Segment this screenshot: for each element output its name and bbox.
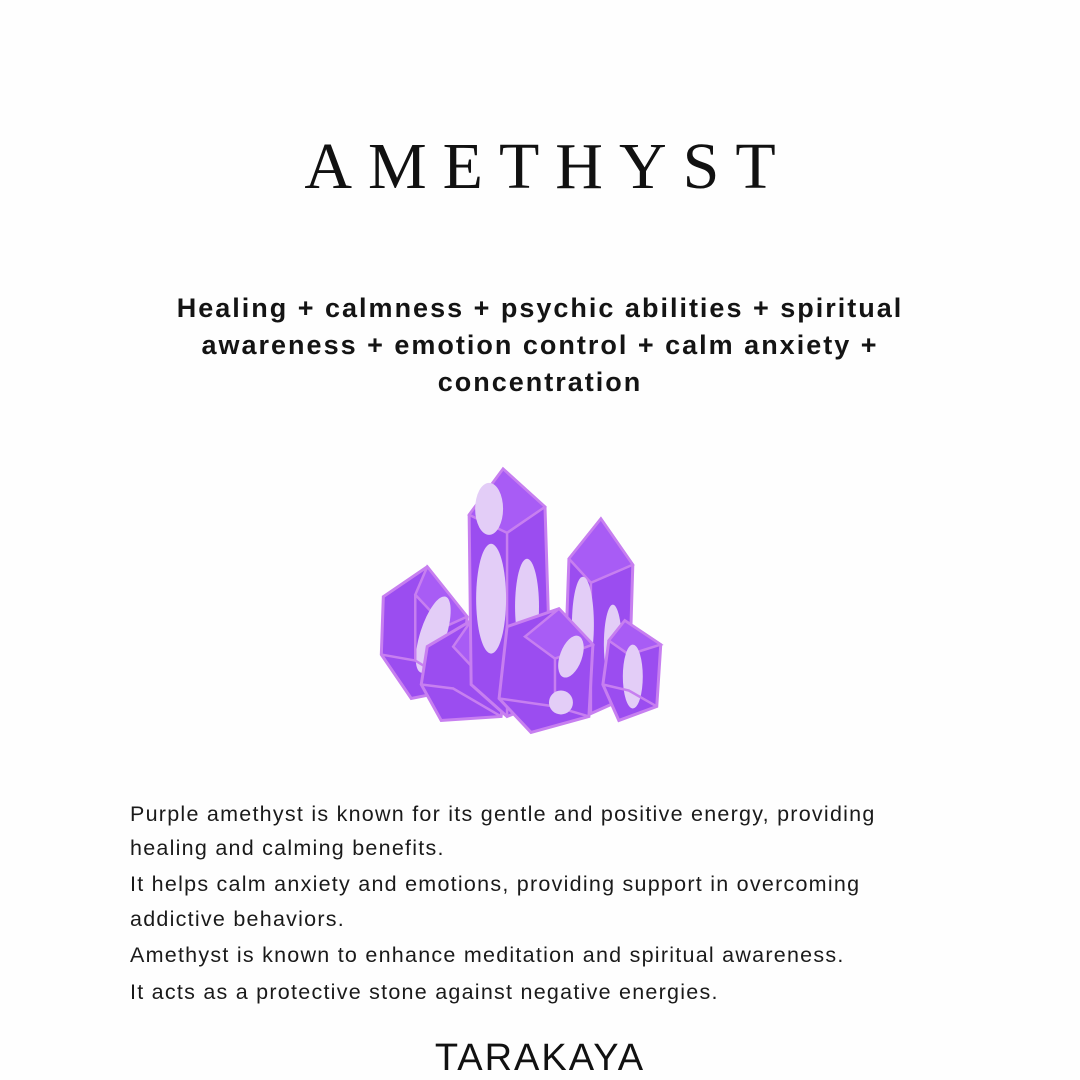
brand-name: TARAKAYA bbox=[434, 1037, 646, 1079]
description-line-1: Purple amethyst is known for its gentle and positive energy, providing healing and calming benefits. bbox=[130, 801, 876, 861]
description-line-3: Amethyst is known to enhance meditation and spiritual awareness. bbox=[130, 943, 845, 968]
page-title: AMETHYST bbox=[304, 130, 792, 203]
amethyst-crystal-cluster-icon bbox=[375, 449, 705, 748]
crystal-right-small bbox=[603, 621, 661, 721]
description-line-4: It acts as a protective stone against negative energies. bbox=[130, 979, 719, 1004]
keywords-line: Healing + calmness + psychic abilities + spiritual awareness + emotion control + calm anxiety + concentration bbox=[176, 292, 904, 398]
description-line-2: It helps calm anxiety and emotions, providing support in overcoming addictive behaviors. bbox=[130, 872, 861, 931]
description-block bbox=[130, 797, 950, 1011]
